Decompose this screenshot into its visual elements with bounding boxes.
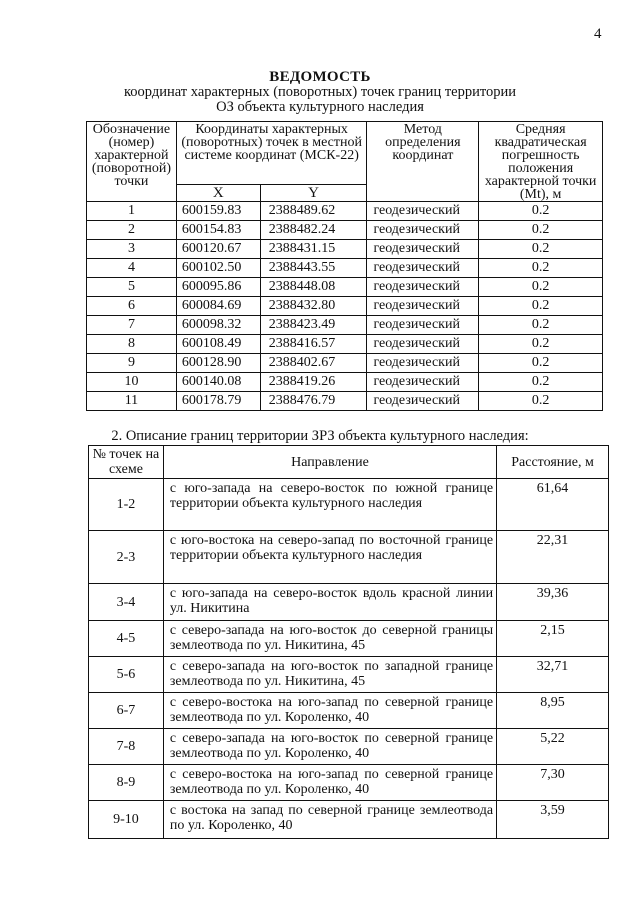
cell-method: геодезический	[367, 278, 479, 297]
cell-direction: с юго-запада на северо-восток вдоль красной линии ул. Никитина	[163, 584, 496, 621]
cell-distance: 22,31	[497, 531, 609, 584]
table-row	[89, 584, 609, 621]
cell-point: 4	[87, 259, 177, 278]
cell-accuracy: 0.2	[479, 278, 603, 297]
cell-point: 7	[87, 316, 177, 335]
cell-points: 2-3	[89, 531, 164, 584]
header-y: Y	[260, 184, 367, 201]
cell-method: геодезический	[367, 373, 479, 392]
cell-method: геодезический	[367, 259, 479, 278]
cell-points: 4-5	[89, 621, 164, 657]
cell-distance: 32,71	[497, 657, 609, 693]
document-subtitle-line1: координат характерных (поворотных) точек границ территории	[123, 84, 517, 100]
table-row	[89, 531, 609, 584]
cell-point: 6	[87, 297, 177, 316]
cell-method: геодезический	[367, 202, 479, 221]
cell-points: 5-6	[89, 657, 164, 693]
cell-y: 2388448.08	[260, 278, 367, 297]
table-row	[89, 765, 609, 801]
header-method: Метод определения координат	[367, 122, 479, 202]
document-header	[0, 70, 640, 115]
cell-x: 600128.90	[176, 354, 260, 373]
cell-method: геодезический	[367, 297, 479, 316]
header-direction: Направление	[163, 446, 496, 479]
cell-points: 8-9	[89, 765, 164, 801]
cell-x: 600102.50	[176, 259, 260, 278]
boundary-description-table	[88, 445, 609, 839]
cell-y: 2388402.67	[260, 354, 367, 373]
cell-x: 600178.79	[176, 392, 260, 411]
cell-accuracy: 0.2	[479, 316, 603, 335]
table-row	[87, 221, 603, 240]
cell-point: 9	[87, 354, 177, 373]
document-subtitle-line2: ОЗ объекта культурного наследия	[216, 99, 424, 115]
cell-point: 1	[87, 202, 177, 221]
header-x: X	[176, 184, 260, 201]
coordinates-table	[86, 121, 603, 411]
table-row	[89, 657, 609, 693]
cell-x: 600154.83	[176, 221, 260, 240]
table-row	[87, 316, 603, 335]
cell-x: 600140.08	[176, 373, 260, 392]
header-accuracy: Средняя квадратическая погрешность положения характерной точки (Mt), м	[479, 122, 603, 202]
table-row	[87, 335, 603, 354]
cell-x: 600120.67	[176, 240, 260, 259]
cell-direction: с северо-востока на юго-запад по северной границе землеотвода по ул. Короленко, 40	[163, 765, 496, 801]
cell-direction: с северо-запада на юго-восток по северной границе землеотвода по ул. Короленко, 40	[163, 729, 496, 765]
cell-points: 9-10	[89, 801, 164, 839]
cell-accuracy: 0.2	[479, 335, 603, 354]
page-number: 4	[594, 26, 602, 42]
cell-method: геодезический	[367, 354, 479, 373]
cell-distance: 2,15	[497, 621, 609, 657]
cell-points: 3-4	[89, 584, 164, 621]
cell-accuracy: 0.2	[479, 373, 603, 392]
cell-distance: 61,64	[497, 479, 609, 531]
table-row	[87, 278, 603, 297]
cell-y: 2388423.49	[260, 316, 367, 335]
cell-direction: с северо-востока на юго-запад по северной границе землеотвода по ул. Короленко, 40	[163, 693, 496, 729]
cell-y: 2388489.62	[260, 202, 367, 221]
cell-accuracy: 0.2	[479, 240, 603, 259]
cell-accuracy: 0.2	[479, 259, 603, 278]
cell-x: 600159.83	[176, 202, 260, 221]
table-row	[89, 693, 609, 729]
table-row	[87, 240, 603, 259]
cell-y: 2388476.79	[260, 392, 367, 411]
cell-points: 1-2	[89, 479, 164, 531]
cell-point: 2	[87, 221, 177, 240]
cell-point: 11	[87, 392, 177, 411]
cell-direction: с юго-запада на северо-восток по южной границе территории объекта культурного наследия	[163, 479, 496, 531]
cell-distance: 7,30	[497, 765, 609, 801]
cell-accuracy: 0.2	[479, 354, 603, 373]
section-2-title: 2. Описание границ территории ЗРЗ объекта культурного наследия:	[111, 428, 529, 444]
cell-points: 7-8	[89, 729, 164, 765]
cell-distance: 39,36	[497, 584, 609, 621]
cell-point: 5	[87, 278, 177, 297]
table-row	[87, 297, 603, 316]
cell-distance: 8,95	[497, 693, 609, 729]
table-row	[87, 354, 603, 373]
cell-accuracy: 0.2	[479, 221, 603, 240]
cell-method: геодезический	[367, 392, 479, 411]
document-title: ВЕДОМОСТЬ	[269, 69, 371, 85]
cell-method: геодезический	[367, 221, 479, 240]
header-points: № точек на схеме	[89, 446, 164, 479]
cell-direction: с юго-востока на северо-запад по восточной границе территории объекта культурного наследия	[163, 531, 496, 584]
table-row	[87, 202, 603, 221]
header-coordinates: Координаты характерных (поворотных) точек в местной системе координат (МСК-22)	[176, 122, 367, 185]
table-row	[89, 479, 609, 531]
cell-x: 600108.49	[176, 335, 260, 354]
cell-y: 2388482.24	[260, 221, 367, 240]
header-point-number: Обозначение (номер) характерной (поворотной) точки	[87, 122, 177, 202]
cell-accuracy: 0.2	[479, 202, 603, 221]
cell-y: 2388416.57	[260, 335, 367, 354]
cell-distance: 3,59	[497, 801, 609, 839]
cell-method: геодезический	[367, 316, 479, 335]
cell-point: 10	[87, 373, 177, 392]
cell-x: 600098.32	[176, 316, 260, 335]
cell-accuracy: 0.2	[479, 392, 603, 411]
cell-x: 600095.86	[176, 278, 260, 297]
cell-distance: 5,22	[497, 729, 609, 765]
cell-x: 600084.69	[176, 297, 260, 316]
table-row	[89, 621, 609, 657]
table-row	[87, 373, 603, 392]
table-row	[87, 392, 603, 411]
cell-y: 2388432.80	[260, 297, 367, 316]
cell-direction: с северо-запада на юго-восток до северной границы землеотвода по ул. Никитина, 45	[163, 621, 496, 657]
cell-direction: с востока на запад по северной границе землеотвода по ул. Короленко, 40	[163, 801, 496, 839]
cell-direction: с северо-запада на юго-восток по западной границе землеотвода по ул. Никитина, 45	[163, 657, 496, 693]
cell-points: 6-7	[89, 693, 164, 729]
header-distance: Расстояние, м	[497, 446, 609, 479]
cell-y: 2388443.55	[260, 259, 367, 278]
cell-method: геодезический	[367, 335, 479, 354]
cell-y: 2388419.26	[260, 373, 367, 392]
table-row	[87, 259, 603, 278]
cell-point: 3	[87, 240, 177, 259]
cell-point: 8	[87, 335, 177, 354]
cell-accuracy: 0.2	[479, 297, 603, 316]
cell-method: геодезический	[367, 240, 479, 259]
table-row	[89, 729, 609, 765]
table-row	[89, 801, 609, 839]
cell-y: 2388431.15	[260, 240, 367, 259]
